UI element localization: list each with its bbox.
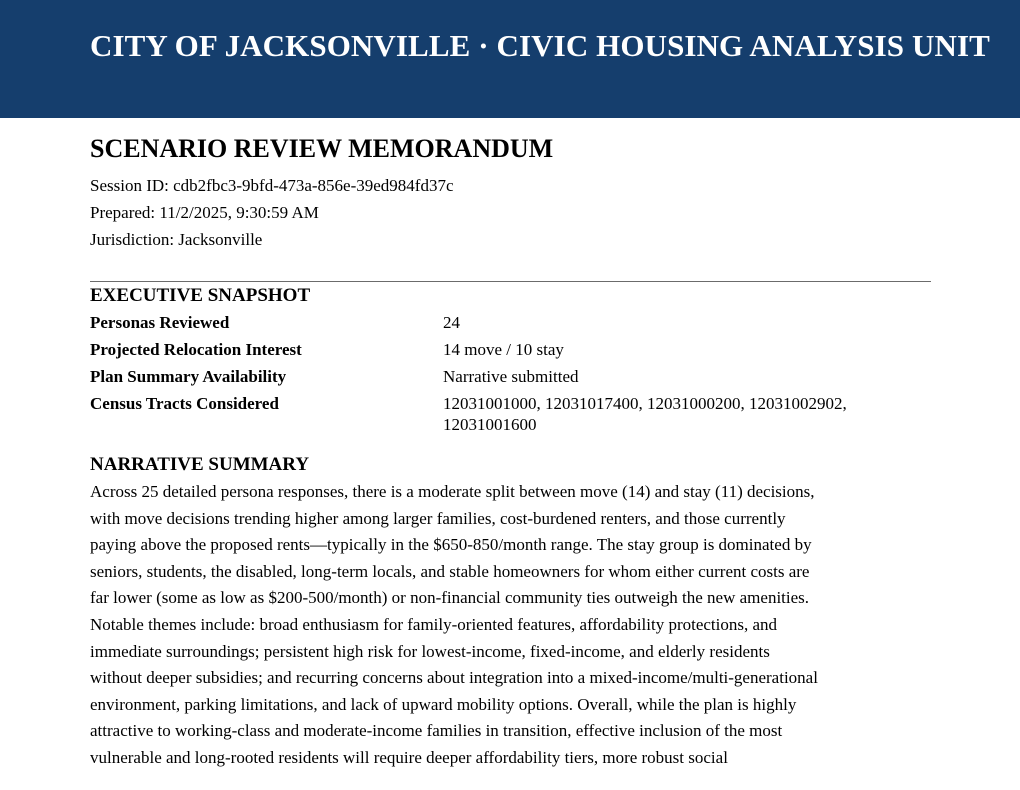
snapshot-row [90,336,932,363]
snapshot-label: Census Tracts Considered [90,394,279,413]
snapshot-value: 24 [443,313,460,332]
session-id: Session ID: cdb2fbc3-9bfd-473a-856e-39ed984fd37c [90,176,454,195]
snapshot-table [90,309,932,435]
snapshot-row [90,363,932,390]
memo-body [90,132,932,772]
snapshot-label: Personas Reviewed [90,313,230,332]
memo-metadata [90,172,932,253]
snapshot-value: 14 move / 10 stay [443,340,564,359]
narrative-summary-heading: NARRATIVE SUMMARY [90,454,310,475]
section-divider [90,281,931,282]
snapshot-value: 12031001000, 12031017400, 12031000200, 12031002902, 12031001600 [443,394,847,434]
jurisdiction: Jurisdiction: Jacksonville [90,230,263,249]
snapshot-row [90,390,932,435]
narrative-summary-text: Across 25 detailed persona responses, there is a moderate split between move (14) and stay (11) decisions, with move decisions trending higher among larger families, cost-burdened renters, and those currently paying above the proposed rents—typically in the $650-850/month range. The stay group is dominated by seniors, students, the disabled, long-term locals, and stable homeowners for whom either current costs are far lower (some as low as $200-500/month) or non-financial community ties outweigh the new amenities. Notable themes include: broad enthusiasm for family-oriented features, affordability protections, and immediate surroundings; persistent high risk for lowest-income, fixed-income, and elderly residents without deeper subsidies; and recurring concerns about integration into a mixed-income/multi-generational environment, parking limitations, and lack of upward mobility options. Overall, while the plan is highly attractive to working-class and moderate-income families in transition, effective inclusion of the most vulnerable and long-rooted residents will require deeper affordability tiers, more robust social [90,482,818,767]
snapshot-label: Projected Relocation Interest [90,340,302,359]
executive-snapshot-heading: EXECUTIVE SNAPSHOT [90,285,311,306]
header-banner [0,0,1020,118]
snapshot-row [90,309,932,336]
memo-title: SCENARIO REVIEW MEMORANDUM [90,134,554,163]
banner-title: CITY OF JACKSONVILLE · CIVIC HOUSING ANALYSIS UNIT [90,28,990,63]
snapshot-label: Plan Summary Availability [90,367,287,386]
prepared-date: Prepared: 11/2/2025, 9:30:59 AM [90,203,319,222]
snapshot-value: Narrative submitted [443,367,579,386]
